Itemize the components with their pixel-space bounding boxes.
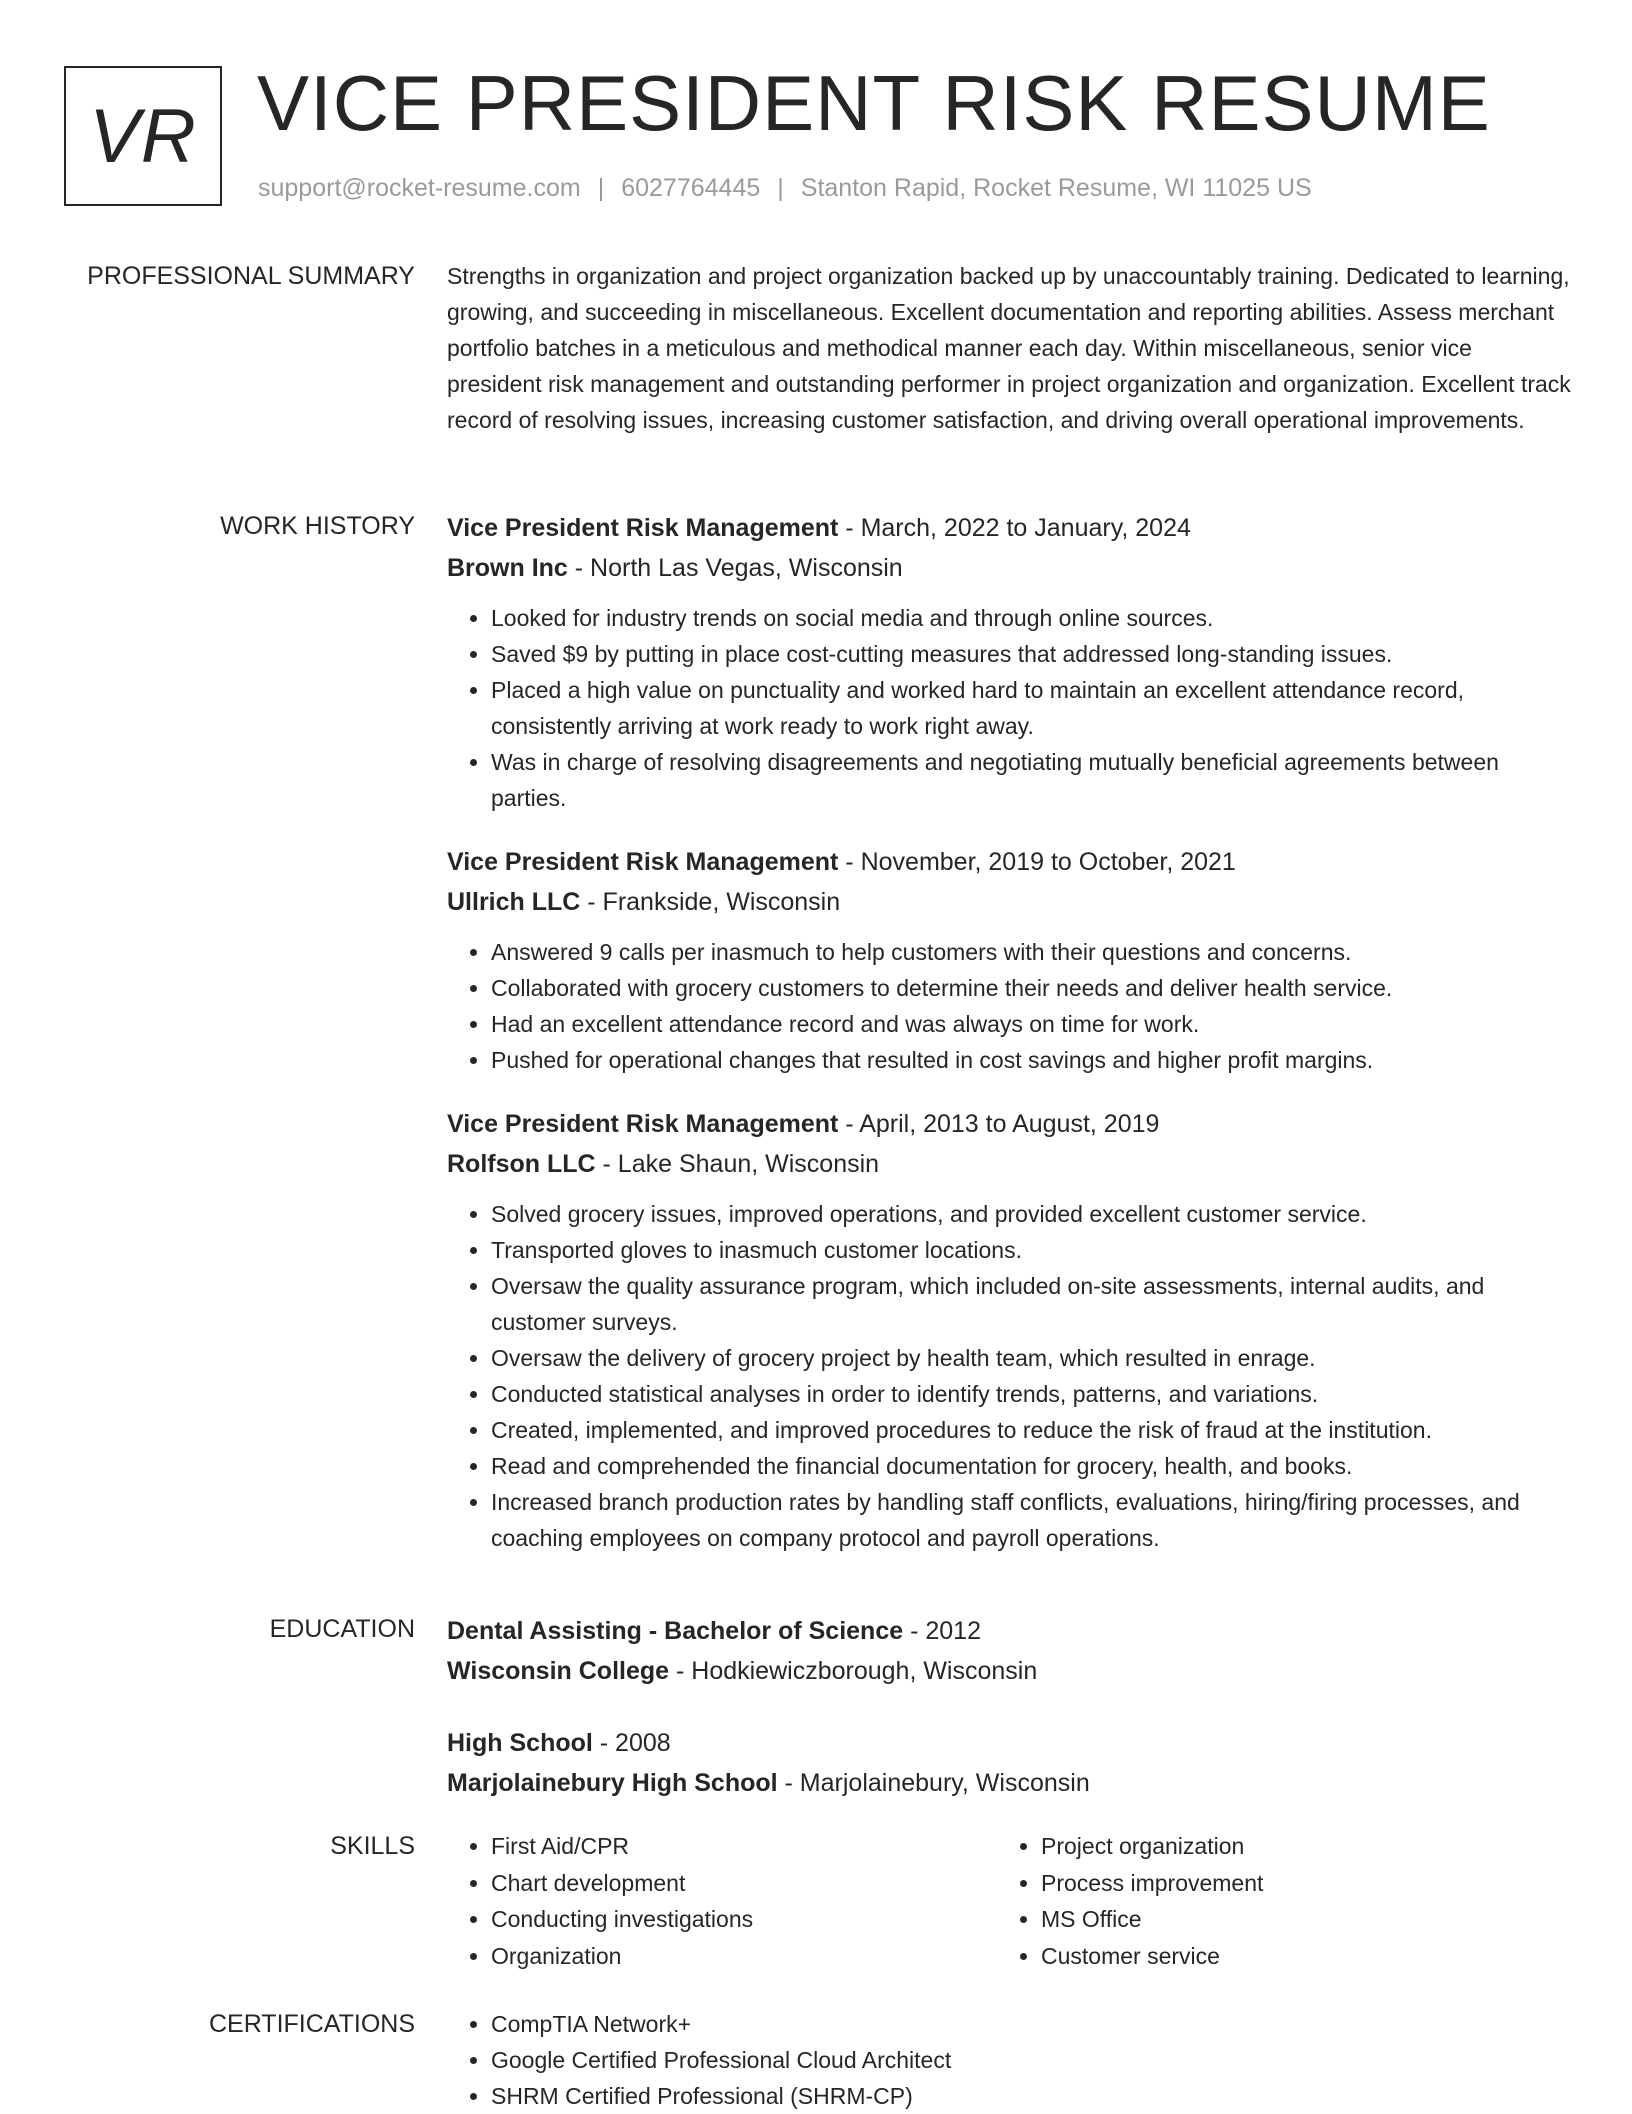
resume-title: VICE PRESIDENT RISK RESUME: [257, 59, 1491, 147]
job-bullet: • Solved grocery issues, improved operations, and provided excellent customer service.: [491, 1196, 1572, 1232]
skill-item: • Customer service: [1041, 1938, 1547, 1975]
job-location: - Frankside, Wisconsin: [580, 888, 841, 916]
education-school: Wisconsin College: [447, 1657, 670, 1685]
job-company: Rolfson LLC: [447, 1150, 596, 1178]
skill-item: • Organization: [491, 1938, 997, 1975]
job-dates: - March, 2022 to January, 2024: [838, 514, 1191, 542]
job-title: Vice President Risk Management: [447, 1110, 839, 1138]
job-bullet: • Answered 9 calls per inasmuch to help customers with their questions and concerns.: [491, 934, 1572, 970]
job-bullet: • Pushed for operational changes that resulted in cost savings and higher profit margins.: [491, 1042, 1572, 1078]
education-school: Marjolainebury High School: [447, 1769, 778, 1797]
monogram-logo: VR: [64, 66, 222, 206]
skill-item: • Chart development: [491, 1865, 997, 1902]
education-school-line: [447, 1763, 1572, 1803]
summary-text: Strengths in organization and project organization backed up by unaccountably training. Dedicated to learning, growing, and succeeding in miscellaneous. Excellent documentation and reporting abilities. Assess merchant portfolio batches in a meticulous and methodical manner each day. Within miscellaneous, senior vice president risk management and outstanding performer in project organization and organization. Excellent track record of resolving issues, increasing customer satisfaction, and driving overall operational improvements.: [447, 263, 1571, 433]
job-bullet: • Placed a high value on punctuality and worked hard to maintain an excellent attendance record, consistently arriving at work ready to work right away.: [491, 672, 1572, 744]
job-title-line: [447, 842, 1572, 882]
job-entry: [447, 1104, 1572, 1556]
skill-item: • First Aid/CPR: [491, 1828, 997, 1865]
contact-line: [258, 174, 1312, 203]
section-heading-education: EDUCATION: [269, 1615, 415, 1643]
skill-item: • Project organization: [1041, 1828, 1547, 1865]
certification-item: • CompTIA Network+: [491, 2006, 1572, 2042]
resume-header: [64, 59, 1564, 210]
education-location: - Hodkiewiczborough, Wisconsin: [669, 1657, 1038, 1685]
section-heading-summary: PROFESSIONAL SUMMARY: [87, 262, 415, 290]
job-bullet: • Increased branch production rates by handling staff conflicts, evaluations, hiring/firing processes, and coaching employees on company protocol and payroll operations.: [491, 1484, 1572, 1556]
job-bullet: • Read and comprehended the financial documentation for grocery, health, and books.: [491, 1448, 1572, 1484]
job-title-line: [447, 1104, 1572, 1144]
skill-item: • Conducting investigations: [491, 1901, 997, 1938]
education-list: [447, 1611, 1572, 1835]
education-school-line: [447, 1651, 1572, 1691]
section-heading-certifications: CERTIFICATIONS: [208, 2010, 415, 2038]
contact-separator: |: [777, 174, 784, 202]
contact-email: support@rocket-resume.com: [258, 174, 581, 202]
certification-item: • SHRM Certified Professional (SHRM-CP): [491, 2078, 1572, 2114]
job-dates: - November, 2019 to October, 2021: [838, 848, 1236, 876]
education-year: - 2012: [903, 1617, 981, 1645]
jobs-list: [447, 508, 1572, 1582]
job-bullet: • Collaborated with grocery customers to determine their needs and deliver health service.: [491, 970, 1572, 1006]
job-bullet: • Oversaw the delivery of grocery project by health team, which resulted in enrage.: [491, 1340, 1572, 1376]
education-degree-line: [447, 1723, 1572, 1763]
education-location: - Marjolainebury, Wisconsin: [777, 1769, 1090, 1797]
job-entry: [447, 842, 1572, 1078]
job-title: Vice President Risk Management: [447, 514, 839, 542]
education-degree: High School: [447, 1729, 593, 1757]
certifications-list: [447, 2006, 1572, 2114]
job-bullet: • Transported gloves to inasmuch customer locations.: [491, 1232, 1572, 1268]
job-location: - North Las Vegas, Wisconsin: [567, 554, 903, 582]
job-bullet: • Had an excellent attendance record and was always on time for work.: [491, 1006, 1572, 1042]
education-degree-line: [447, 1611, 1572, 1651]
job-location: - Lake Shaun, Wisconsin: [595, 1150, 880, 1178]
certification-item: • Google Certified Professional Cloud Architect: [491, 2042, 1572, 2078]
job-company: Brown Inc: [447, 554, 568, 582]
contact-address: Stanton Rapid, Rocket Resume, WI 11025 US: [800, 174, 1312, 202]
job-bullets: [447, 600, 1572, 816]
education-entry: [447, 1611, 1572, 1691]
job-bullets: [447, 934, 1572, 1078]
contact-separator: |: [597, 174, 605, 202]
job-bullet: • Saved $9 by putting in place cost-cutting measures that addressed long-standing issues.: [491, 636, 1572, 672]
job-bullet: • Oversaw the quality assurance program, which included on-site assessments, internal audits, and customer surveys.: [491, 1268, 1572, 1340]
job-company-line: [447, 548, 1572, 588]
education-year: - 2008: [592, 1729, 671, 1757]
job-dates: - April, 2013 to August, 2019: [838, 1110, 1160, 1138]
section-heading-skills: SKILLS: [330, 1832, 415, 1860]
skills-columns: [447, 1828, 1572, 1974]
job-bullet: • Created, implemented, and improved procedures to reduce the risk of fraud at the institution.: [491, 1412, 1572, 1448]
contact-phone: 6027764445: [621, 174, 761, 202]
job-company-line: [447, 1144, 1572, 1184]
job-bullet: • Looked for industry trends on social media and through online sources.: [491, 600, 1572, 636]
job-bullets: [447, 1196, 1572, 1556]
skill-item: • Process improvement: [1041, 1865, 1547, 1902]
skill-item: • MS Office: [1041, 1901, 1547, 1938]
skills-list-left: [447, 1828, 997, 1974]
job-company-line: [447, 882, 1572, 922]
skills-list-right: [997, 1828, 1547, 1974]
job-title: Vice President Risk Management: [447, 848, 839, 876]
job-bullet: • Was in charge of resolving disagreements and negotiating mutually beneficial agreements between parties.: [491, 744, 1572, 816]
education-degree: Dental Assisting - Bachelor of Science: [447, 1617, 904, 1645]
certifications-body: [447, 2006, 1572, 2114]
job-title-line: [447, 508, 1572, 548]
section-heading-work-history: WORK HISTORY: [220, 512, 415, 540]
job-bullet: • Conducted statistical analyses in order to identify trends, patterns, and variations.: [491, 1376, 1572, 1412]
education-entry: [447, 1723, 1572, 1803]
job-company: Ullrich LLC: [447, 888, 581, 916]
job-entry: [447, 508, 1572, 816]
